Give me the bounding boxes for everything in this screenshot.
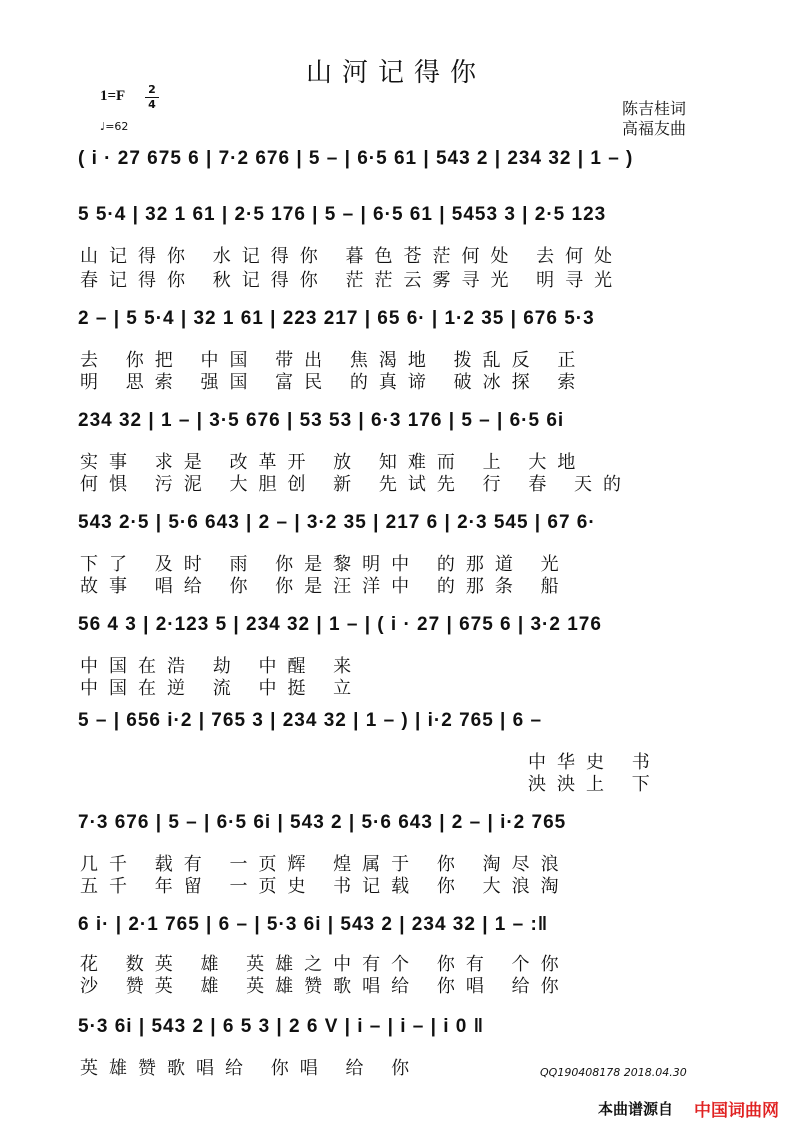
lyric-row-5b: 中国在逆 流 中挺 立 (80, 678, 363, 699)
lyric-row-6b: 泱泱上 下 (528, 774, 661, 795)
lyric-row-8a: 花 数英 雄 英雄之中有个 你有 个你 (80, 954, 570, 975)
meter-bottom: 4 (148, 98, 156, 111)
staff-line-5: 543 2·5 | 5·6 643 | 2 – | 3·2 35 | 217 6 | 2·3 545 | 67 6· (78, 512, 596, 533)
composer: 高福友曲 (622, 119, 687, 138)
key-signature: 1=F (100, 88, 126, 104)
staff-line-3: 2 – | 5 5·4 | 32 1 61 | 223 217 | 65 6· | 1·2 35 | 676 5·3 (78, 308, 595, 329)
lyric-row-5a: 中国在浩 劫 中醒 来 (80, 656, 363, 677)
source-label: 本曲谱源自 (598, 1100, 674, 1118)
staff-line-7: 5 – | 656 i·2 | 765 3 | 234 32 | 1 – ) | i·2 765 | 6 – (78, 710, 543, 731)
staff-line-2: 5 5·4 | 32 1 61 | 2·5 176 | 5 – | 6·5 61 | 5453 3 | 2·5 123 (78, 204, 607, 225)
lyric-row-4a: 下了 及时 雨 你是黎明中 的那道 光 (80, 554, 570, 575)
lyric-row-7a: 几千 载有 一页辉 煌属于 你 淘尽浪 (80, 854, 570, 875)
staff-line-8: 7·3 676 | 5 – | 6·5 6i | 543 2 | 5·6 643 | 2 – | i·2 765 (78, 812, 567, 833)
staff-line-6: 56 4 3 | 2·123 5 | 234 32 | 1 – | ( i · 27 | 675 6 | 3·2 176 (78, 614, 602, 635)
staff-line-4: 234 32 | 1 – | 3·5 676 | 53 53 | 6·3 176 | 5 – | 6·5 6i (78, 410, 565, 431)
lyric-row-8b: 沙 赞英 雄 英雄赞歌唱给 你唱 给你 (80, 976, 570, 997)
source-site-link[interactable]: 中国词曲网 (694, 1101, 779, 1121)
lyric-row-2b: 明 思索 强国 富民 的真谛 破冰探 索 (80, 372, 587, 393)
lyric-row-7b: 五千 年留 一页史 书记载 你 大浪淘 (80, 876, 570, 897)
meter-top: 2 (148, 83, 156, 96)
lyric-row-2a: 去 你把 中国 带出 焦渴地 拨乱反 正 (80, 350, 587, 371)
tempo-mark: ♩=62 (100, 120, 129, 133)
staff-line-9: 6 i· | 2·1 765 | 6 – | 5·3 6i | 543 2 | 234 32 | 1 – :‖ (78, 914, 549, 935)
footer-id: QQ190408178 2018.04.30 (540, 1066, 687, 1079)
lyric-row-3a: 实事 求是 改革开 放 知难而 上 大地 (80, 452, 587, 473)
lyric-row-1a: 山记得你 水记得你 暮色苍茫何处 去何处 (80, 246, 624, 267)
staff-line-1: ( i · 27 675 6 | 7·2 676 | 5 – | 6·5 61 | 543 2 | 234 32 | 1 – ) (78, 148, 634, 169)
song-title: 山河记得你 (305, 58, 486, 88)
time-signature (145, 84, 159, 111)
lyric-row-1b: 春记得你 秋记得你 茫茫云雾寻光 明寻光 (80, 270, 624, 291)
lyric-row-3b: 何惧 污泥 大胆创 新 先试先 行 春 天的 (80, 474, 633, 495)
lyricist: 陈吉桂词 (622, 99, 687, 118)
lyric-row-4b: 故事 唱给 你 你是汪洋中 的那条 船 (80, 576, 570, 597)
lyric-row-9: 英雄赞歌唱给 你唱 给 你 (80, 1058, 421, 1079)
staff-line-10: 5·3 6i | 543 2 | 6 5 3 | 2 6 V | i – | i – | i 0 ‖ (78, 1016, 485, 1037)
lyric-row-6a: 中华史 书 (528, 752, 661, 773)
